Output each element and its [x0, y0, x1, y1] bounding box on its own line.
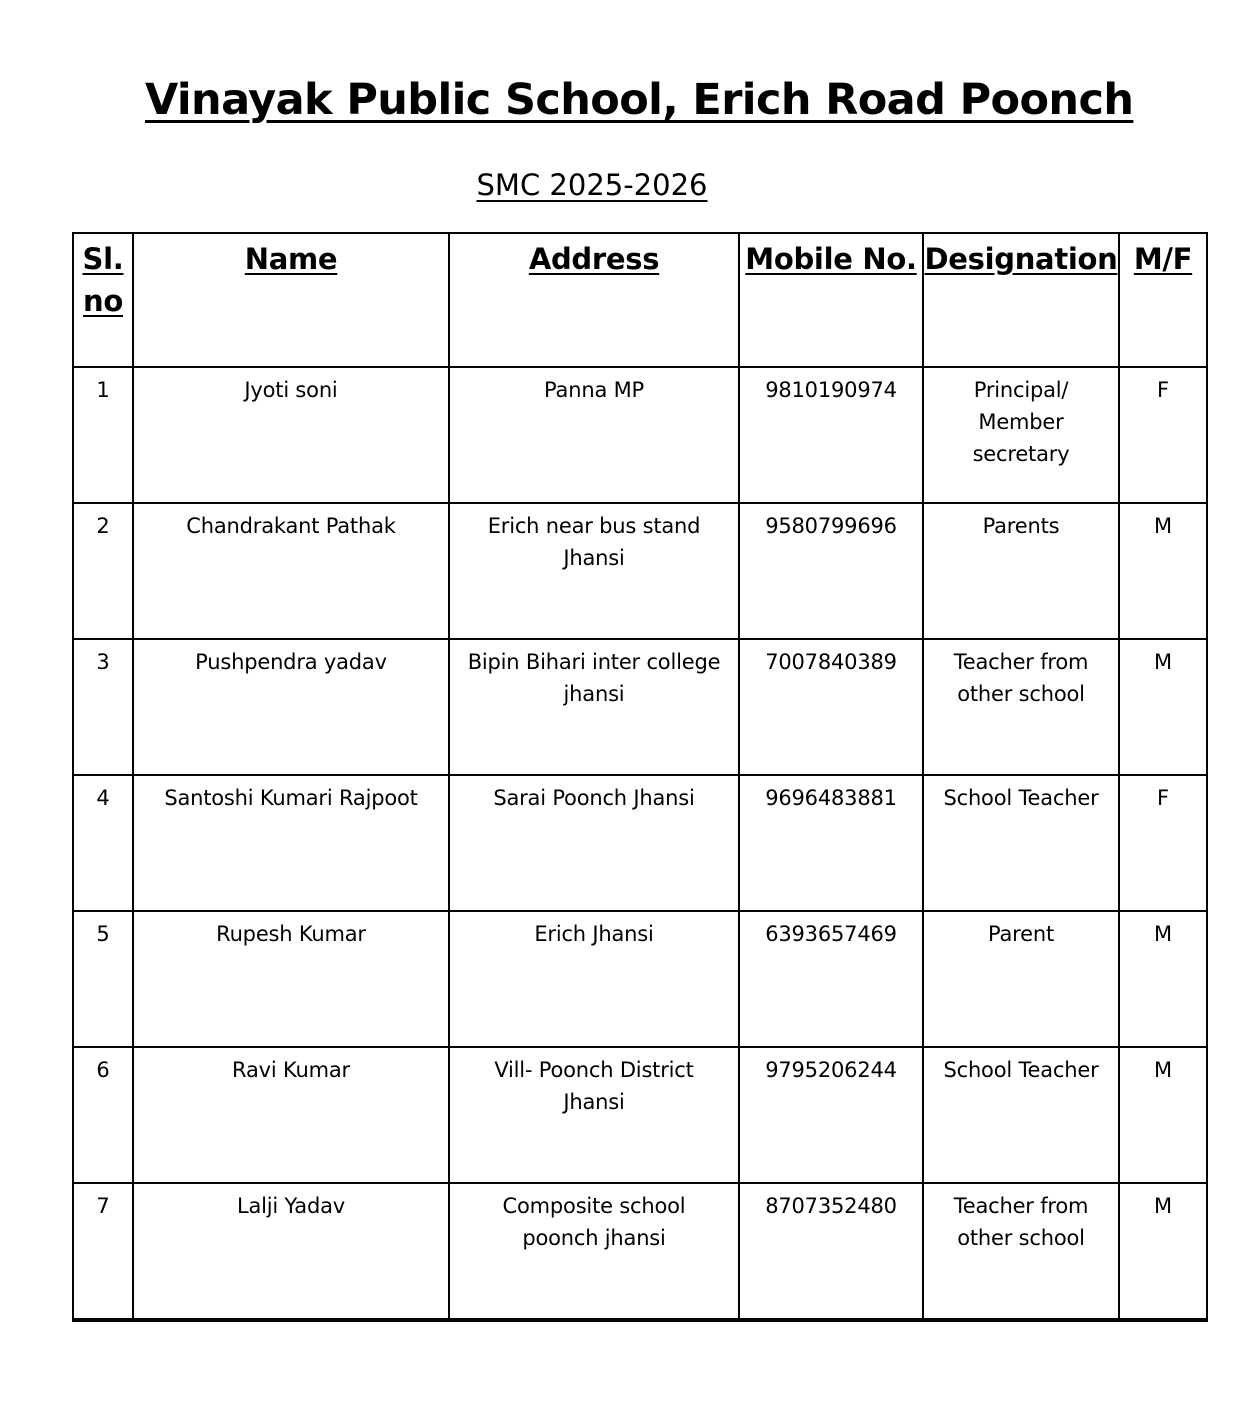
cell-designation: Parent: [923, 911, 1119, 1047]
cell-name: Jyoti soni: [133, 367, 449, 503]
cell-name: Lalji Yadav: [133, 1183, 449, 1320]
cell-slno: 1: [73, 367, 133, 503]
table-row: [73, 1183, 1207, 1320]
cell-slno: 4: [73, 775, 133, 911]
cell-gender: M: [1119, 911, 1207, 1047]
cell-address: Bipin Bihari inter college jhansi: [449, 639, 739, 775]
cell-gender: M: [1119, 1183, 1207, 1320]
document-subtitle: SMC 2025-2026: [476, 168, 708, 202]
cell-address: Erich Jhansi: [449, 911, 739, 1047]
cell-address: Sarai Poonch Jhansi: [449, 775, 739, 911]
table-header-row: [73, 233, 1207, 367]
header-designation: Designation: [923, 233, 1119, 367]
cell-address: Erich near bus stand Jhansi: [449, 503, 739, 639]
header-address: Address: [449, 233, 739, 367]
cell-slno: 5: [73, 911, 133, 1047]
cell-name: Pushpendra yadav: [133, 639, 449, 775]
cell-gender: M: [1119, 503, 1207, 639]
cell-mobile: 6393657469: [739, 911, 923, 1047]
table-row: [73, 639, 1207, 775]
table-row: [73, 775, 1207, 911]
cell-mobile: 9580799696: [739, 503, 923, 639]
cell-name: Santoshi Kumari Rajpoot: [133, 775, 449, 911]
header-gender: M/F: [1119, 233, 1207, 367]
header-slno: Sl. no: [73, 233, 133, 367]
cell-address: Vill- Poonch District Jhansi: [449, 1047, 739, 1183]
cell-name: Chandrakant Pathak: [133, 503, 449, 639]
header-name: Name: [133, 233, 449, 367]
cell-designation: Teacher from other school: [923, 639, 1119, 775]
cell-gender: M: [1119, 1047, 1207, 1183]
table-row: [73, 367, 1207, 503]
cell-mobile: 9795206244: [739, 1047, 923, 1183]
document-title: Vinayak Public School, Erich Road Poonch: [145, 75, 1134, 125]
cell-mobile: 9696483881: [739, 775, 923, 911]
cell-slno: 2: [73, 503, 133, 639]
cell-gender: F: [1119, 367, 1207, 503]
cell-designation: School Teacher: [923, 1047, 1119, 1183]
cell-mobile: 7007840389: [739, 639, 923, 775]
cell-designation: Teacher from other school: [923, 1183, 1119, 1320]
cell-designation: School Teacher: [923, 775, 1119, 911]
cell-address: Composite school poonch jhansi: [449, 1183, 739, 1320]
cell-mobile: 8707352480: [739, 1183, 923, 1320]
header-mobile: Mobile No.: [739, 233, 923, 367]
cell-gender: F: [1119, 775, 1207, 911]
cell-gender: M: [1119, 639, 1207, 775]
table-row: [73, 503, 1207, 639]
smc-members-table: [72, 232, 1208, 1322]
cell-name: Rupesh Kumar: [133, 911, 449, 1047]
cell-name: Ravi Kumar: [133, 1047, 449, 1183]
cell-slno: 3: [73, 639, 133, 775]
cell-mobile: 9810190974: [739, 367, 923, 503]
cell-slno: 7: [73, 1183, 133, 1320]
table-row: [73, 1047, 1207, 1183]
cell-designation: Principal/ Member secretary: [923, 367, 1119, 503]
cell-address: Panna MP: [449, 367, 739, 503]
table-row: [73, 911, 1207, 1047]
cell-slno: 6: [73, 1047, 133, 1183]
cell-designation: Parents: [923, 503, 1119, 639]
